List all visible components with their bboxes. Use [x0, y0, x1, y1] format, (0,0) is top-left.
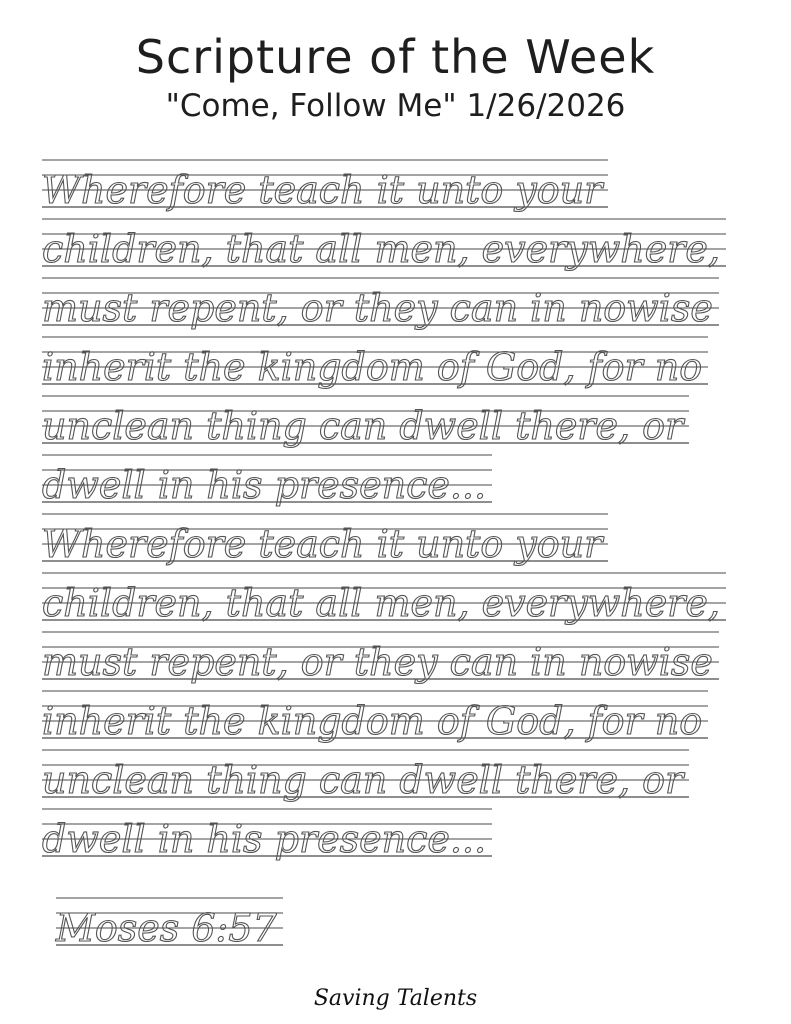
trace-text: children, that all men, everywhere,	[42, 227, 720, 271]
trace-text: dwell in his presence...	[42, 463, 487, 507]
trace-text: must repent, or they can in nowise	[42, 640, 713, 684]
trace-text: dwell in his presence...	[42, 817, 487, 861]
brand-footer: Saving Talents	[313, 986, 478, 1011]
trace-text: children, that all men, everywhere,	[42, 581, 720, 625]
page-subtitle: "Come, Follow Me" 1/26/2026	[165, 88, 626, 124]
trace-text: Wherefore teach it unto your	[42, 522, 603, 566]
page-title: Scripture of the Week	[135, 30, 656, 84]
trace-text: inherit the kingdom of God, for no	[42, 345, 703, 389]
trace-text: inherit the kingdom of God, for no	[42, 699, 703, 743]
scripture-reference: Moses 6:57	[56, 906, 277, 950]
trace-text: unclean thing can dwell there, or	[42, 758, 684, 802]
trace-text: unclean thing can dwell there, or	[42, 404, 684, 448]
trace-text: Wherefore teach it unto your	[42, 168, 603, 212]
trace-text: must repent, or they can in nowise	[42, 286, 713, 330]
